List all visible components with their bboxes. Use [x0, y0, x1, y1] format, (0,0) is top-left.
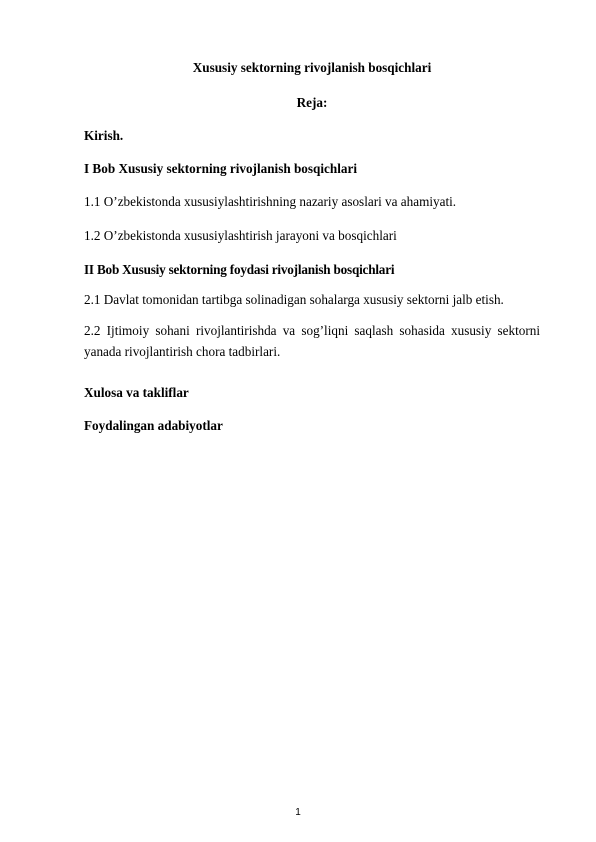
page-number: 1	[295, 807, 301, 818]
toc-introduction: Kirish.	[84, 128, 124, 143]
plan-heading: Reja:	[296, 95, 328, 110]
toc-section-2-2: 2.2 Ijtimoiy sohani rivojlantirishda va sog’liqni saqlash sohasida xususiy sektorni yanada rivojlantirish chora tadbirlari.	[84, 323, 540, 359]
toc-section-2-1: 2.1 Davlat tomonidan tartibga solinadigan sohalarga xususiy sektorni jalb etish.	[84, 292, 504, 307]
document-title: Xususiy sektorning rivojlanish bosqichlari	[192, 60, 432, 75]
toc-references: Foydalingan adabiyotlar	[84, 418, 223, 433]
toc-section-1-2: 1.2 O’zbekistonda xususiylashtirish jarayoni va bosqichlari	[84, 228, 397, 243]
toc-section-1-1: 1.1 O’zbekistonda xususiylashtirishning nazariy asoslari va ahamiyati.	[84, 194, 457, 209]
toc-chapter-1: I Bob Xususiy sektorning rivojlanish bosqichlari	[84, 161, 357, 176]
toc-chapter-2: II Bob Xususiy sektorning foydasi rivojlanish bosqichlari	[84, 262, 395, 277]
toc-conclusion: Xulosa va takliflar	[84, 385, 189, 400]
